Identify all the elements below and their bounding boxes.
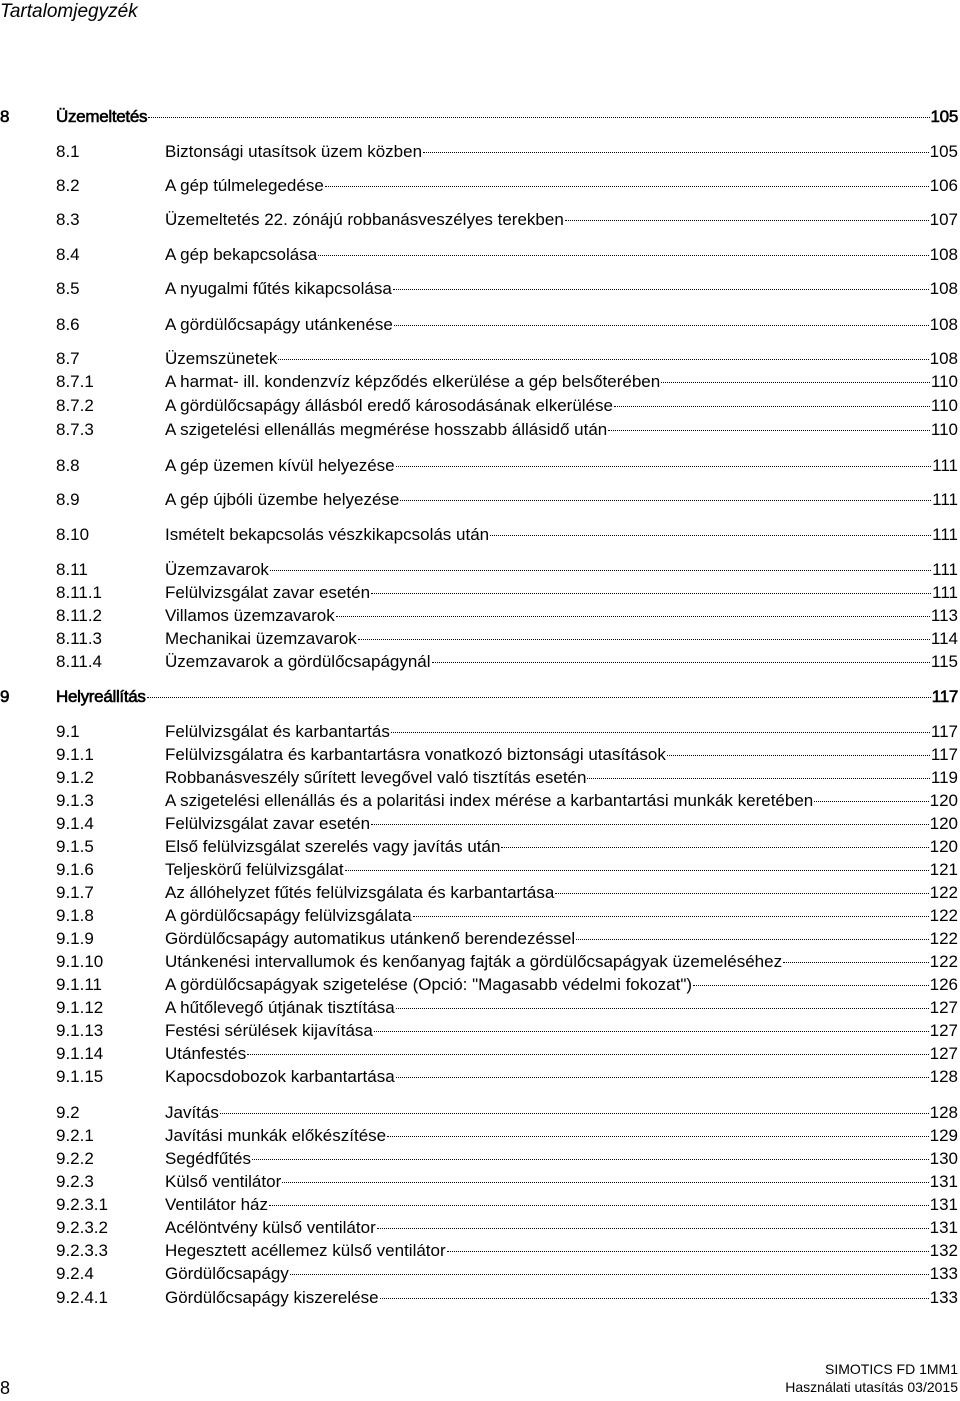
- toc-dot-leader: [396, 1007, 929, 1009]
- toc-dot-leader: [371, 823, 929, 825]
- toc-entry-number: 9.2: [56, 1103, 80, 1122]
- toc-entry-page: 105: [929, 142, 958, 161]
- toc-entry-title: Javítási munkák előkészítése: [165, 1126, 387, 1145]
- toc-entry[interactable]: [0, 1148, 958, 1170]
- toc-dot-leader: [148, 116, 929, 118]
- toc-entry-number: 8.11.4: [56, 652, 103, 671]
- toc-entry-title: Az állóhelyzet fűtés felülvizsgálata és karbantartása: [165, 883, 555, 902]
- toc-entry-body: [165, 559, 958, 581]
- page-header-title: Tartalomjegyzék: [0, 1, 138, 22]
- toc-entry-body: [165, 1148, 958, 1170]
- toc-entry[interactable]: [0, 628, 958, 650]
- toc-dot-leader: [555, 892, 928, 894]
- toc-entry-title: Felülvizsgálat zavar esetén: [165, 814, 371, 833]
- toc-entry-number: 9.2.3.3: [56, 1241, 108, 1260]
- toc-entry-body: [165, 790, 958, 812]
- toc-entry-page: 110: [930, 396, 958, 415]
- toc-entry-title: Acélöntvény külső ventilátor: [165, 1218, 376, 1237]
- toc-entry-title: A szigetelési ellenállás megmérése hosszabb állásidő után: [165, 420, 608, 439]
- toc-dot-leader: [147, 696, 931, 698]
- toc-entry-title: Felülvizsgálatra és karbantartásra vonatkozó biztonsági utasítások: [165, 745, 666, 764]
- toc-entry-number: 9.1.1: [56, 745, 94, 764]
- toc-entry-page: 108: [929, 245, 958, 264]
- toc-entry-title: A gép túlmelegedése: [165, 176, 324, 195]
- toc-entry[interactable]: [0, 974, 958, 996]
- toc-entry[interactable]: [0, 559, 958, 581]
- toc-entry-body: [165, 721, 958, 743]
- toc-entry-page: 120: [929, 837, 958, 856]
- toc-dot-leader: [576, 938, 928, 940]
- toc-dot-leader: [374, 1030, 929, 1032]
- toc-dot-leader: [490, 534, 931, 536]
- toc-entry-page: 132: [929, 1241, 958, 1260]
- toc-entry-number: 9.1.12: [56, 998, 104, 1017]
- toc-entry-title: Biztonsági utasítsok üzem közben: [165, 142, 423, 161]
- toc-entry[interactable]: [0, 455, 958, 477]
- toc-dot-leader: [693, 984, 929, 986]
- toc-entry[interactable]: [0, 744, 958, 766]
- toc-entry-title: Külső ventilátor: [165, 1172, 282, 1191]
- toc-entry-page: 122: [929, 883, 958, 902]
- toc-entry-title: Javítás: [165, 1103, 219, 1122]
- toc-entry-number: 8.11.3: [56, 629, 103, 648]
- toc-entry[interactable]: [0, 524, 958, 546]
- toc-entry-number: 9.2.4: [56, 1264, 94, 1283]
- toc-entry-number: 9.2.4.1: [56, 1288, 108, 1307]
- toc-entry-number: 8.8: [56, 456, 80, 475]
- toc-dot-leader: [220, 1112, 929, 1114]
- toc-entry-body: [165, 1194, 958, 1216]
- toc-entry-page: 131: [929, 1218, 958, 1237]
- toc-dot-leader: [565, 219, 929, 221]
- toc-entry-number: 8.5: [56, 279, 80, 298]
- toc-dot-leader: [587, 777, 929, 779]
- toc-entry-title: Gördülőcsapágy: [165, 1264, 289, 1283]
- toc-dot-leader: [387, 1135, 929, 1137]
- toc-entry[interactable]: [0, 1125, 958, 1147]
- toc-entry-title: Ventilátor ház: [165, 1195, 269, 1214]
- toc-entry-page: 127: [929, 1021, 958, 1040]
- toc-entry-page: 110: [930, 372, 958, 391]
- toc-entry-body: [165, 1263, 958, 1285]
- toc-entry-number: 9.1.13: [56, 1021, 104, 1040]
- toc-entry-title: Helyreállítás: [56, 687, 146, 706]
- toc-entry[interactable]: [0, 997, 958, 1019]
- toc-dot-leader: [282, 1181, 928, 1183]
- toc-entry-body: [165, 371, 958, 393]
- toc-dot-leader: [358, 638, 930, 640]
- toc-dot-leader: [432, 661, 930, 663]
- toc-dot-leader: [380, 1297, 929, 1299]
- toc-entry-title: A gördülőcsapágy állásból eredő károsodásának elkerülése: [165, 396, 613, 415]
- toc-entry-page: 122: [929, 952, 958, 971]
- toc-entry-page: 126: [929, 975, 958, 994]
- toc-entry-title: A gép bekapcsolása: [165, 245, 318, 264]
- toc-entry[interactable]: [0, 175, 958, 197]
- toc-entry-title: A harmat- ill. kondenzvíz képződés elkerülése a gép belsőterében: [165, 372, 661, 391]
- toc-entry-body: [165, 744, 958, 766]
- toc-entry[interactable]: [0, 859, 958, 881]
- toc-entry-page: 122: [929, 906, 958, 925]
- toc-entry-body: [165, 524, 958, 546]
- toc-entry-number: 8.7: [56, 349, 80, 368]
- toc-entry-body: [165, 278, 958, 300]
- toc-entry-page: 113: [930, 606, 958, 625]
- toc-entry[interactable]: [0, 1102, 958, 1124]
- toc-dot-leader: [325, 185, 929, 187]
- toc-entry-page: 111: [932, 490, 958, 509]
- toc-entry-title: A nyugalmi fűtés kikapcsolása: [165, 279, 392, 298]
- toc-entry-number: 8.6: [56, 315, 80, 334]
- toc-entry-page: 108: [929, 279, 958, 298]
- toc-entry[interactable]: [0, 419, 958, 441]
- toc-entry-body: [165, 244, 958, 266]
- toc-entry-number: 9.1.7: [56, 883, 94, 902]
- toc-entry-title: Robbanásveszély sűrített levegővel való tisztítás esetén: [165, 768, 587, 787]
- footer-product-name: SIMOTICS FD 1MM1: [824, 1361, 958, 1377]
- toc-entry-body: [165, 951, 958, 973]
- toc-entry[interactable]: [0, 928, 958, 950]
- toc-entry[interactable]: [0, 882, 958, 904]
- toc-entry-number: 8.9: [56, 490, 80, 509]
- toc-entry-number: 9.1.8: [56, 906, 94, 925]
- toc-dot-leader: [447, 1250, 929, 1252]
- toc-entry-body: [165, 582, 958, 604]
- toc-entry-page: 127: [929, 998, 958, 1017]
- toc-entry-title: Üzemzavarok a gördülőcsapágynál: [165, 652, 431, 671]
- toc-entry-title: A gép üzemen kívül helyezése: [165, 456, 395, 475]
- toc-entry-page: 108: [929, 315, 958, 334]
- toc-entry[interactable]: [0, 244, 958, 266]
- toc-entry-page: 117: [930, 722, 958, 741]
- toc-entry-body: [165, 928, 958, 950]
- toc-entry-title: Felülvizsgálat és karbantartás: [165, 722, 390, 741]
- toc-entry-body: [165, 209, 958, 231]
- toc-entry-page: 131: [929, 1172, 958, 1191]
- toc-entry-title: Festési sérülések kijavítása: [165, 1021, 373, 1040]
- toc-entry[interactable]: [0, 1043, 958, 1065]
- toc-entry-body: [165, 1287, 958, 1309]
- toc-entry-number: 8.2: [56, 176, 80, 195]
- toc-entry-page: 119: [930, 768, 958, 787]
- toc-entry-page: 111: [932, 525, 958, 544]
- toc-entry[interactable]: [0, 605, 958, 627]
- toc-entry-number: 8.4: [56, 245, 80, 264]
- toc-entry-body: [165, 974, 958, 996]
- toc-dot-leader: [400, 499, 931, 501]
- toc-entry[interactable]: [0, 1020, 958, 1042]
- toc-dot-leader: [278, 358, 928, 360]
- toc-entry-body: [165, 905, 958, 927]
- toc-entry[interactable]: [0, 836, 958, 858]
- toc-entry-body: [165, 651, 958, 673]
- toc-entry[interactable]: [0, 209, 958, 231]
- toc-entry-page: 131: [929, 1195, 958, 1214]
- toc-entry-page: 133: [929, 1288, 958, 1307]
- toc-entry[interactable]: [0, 651, 958, 673]
- toc-entry-body: [165, 605, 958, 627]
- toc-entry-body: [165, 767, 958, 789]
- toc-entry[interactable]: [0, 721, 958, 743]
- toc-entry-number: 9.1.4: [56, 814, 94, 833]
- toc-entry-number: 9.1.3: [56, 791, 94, 810]
- toc-dot-leader: [269, 1204, 929, 1206]
- toc-dot-leader: [345, 869, 929, 871]
- toc-entry[interactable]: [0, 951, 958, 973]
- toc-entry-number: 9.2.3.1: [56, 1195, 108, 1214]
- toc-entry[interactable]: [0, 348, 958, 370]
- toc-entry-body: [165, 1066, 958, 1088]
- toc-entry[interactable]: [0, 314, 958, 336]
- toc-entry-number: 9.2.1: [56, 1126, 94, 1145]
- toc-entry-number: 8.7.3: [56, 420, 94, 439]
- toc-entry-number: 9.1.15: [56, 1067, 104, 1086]
- toc-entry-body: [165, 489, 958, 511]
- toc-entry-page: 111: [932, 456, 958, 475]
- toc-dot-leader: [371, 592, 931, 594]
- toc-entry-page: 110: [930, 420, 958, 439]
- toc-entry-page: 121: [929, 860, 958, 879]
- toc-entry-title: Kapocsdobozok karbantartása: [165, 1067, 395, 1086]
- toc-entry-body: [165, 419, 958, 441]
- toc-entry[interactable]: [0, 767, 958, 789]
- toc-entry[interactable]: [0, 582, 958, 604]
- toc-entry-title: A gép újbóli üzembe helyezése: [165, 490, 400, 509]
- toc-entry-page: 115: [930, 652, 958, 671]
- toc-entry-body: [165, 1102, 958, 1124]
- toc-entry-title: Hegesztett acéllemez külső ventilátor: [165, 1241, 446, 1260]
- toc-entry-body: [165, 1240, 958, 1262]
- toc-entry-number: 9: [0, 687, 10, 706]
- toc-entry[interactable]: [0, 1171, 958, 1193]
- toc-entry[interactable]: [0, 489, 958, 511]
- toc-entry-number: 9.1.2: [56, 768, 94, 787]
- toc-entry-title: A hűtőlevegő útjának tisztítása: [165, 998, 395, 1017]
- toc-entry-body: [165, 175, 958, 197]
- toc-entry-page: 114: [930, 629, 958, 648]
- toc-dot-leader: [377, 1227, 929, 1229]
- toc-entry-number: 8.11.1: [56, 583, 103, 602]
- toc-entry-body: [165, 628, 958, 650]
- toc-entry-number: 8.1: [56, 142, 80, 161]
- toc-dot-leader: [247, 1053, 928, 1055]
- toc-dot-leader: [394, 324, 929, 326]
- toc-entry[interactable]: [0, 395, 958, 417]
- toc-entry-page: 105: [930, 107, 958, 126]
- toc-entry-body: [165, 141, 958, 163]
- toc-entry-title: Utánfestés: [165, 1044, 247, 1063]
- toc-entry-number: 8.11.2: [56, 606, 103, 625]
- toc-entry-title: Üzemeltetés 22. zónájú robbanásveszélyes terekben: [165, 210, 564, 229]
- toc-entry-number: 8.7.1: [56, 372, 94, 391]
- toc-entry-page: 122: [929, 929, 958, 948]
- toc-entry-number: 9.2.3: [56, 1172, 94, 1191]
- toc-entry-title: A szigetelési ellenállás és a polaritási index mérése a karbantartási munkák keretében: [165, 791, 814, 810]
- toc-entry-page: 111: [932, 560, 958, 579]
- toc-chapter-entry[interactable]: [0, 686, 958, 708]
- toc-entry-page: 120: [929, 814, 958, 833]
- toc-entry-page: 120: [929, 791, 958, 810]
- toc-dot-leader: [501, 846, 928, 848]
- toc-entry-body: [165, 997, 958, 1019]
- toc-entry-number: 8.11: [56, 560, 88, 579]
- toc-entry[interactable]: [0, 1263, 958, 1285]
- toc-entry-page: 133: [929, 1264, 958, 1283]
- toc-dot-leader: [396, 465, 932, 467]
- toc-dot-leader: [608, 429, 930, 431]
- toc-dot-leader: [413, 915, 929, 917]
- toc-entry-page: 129: [929, 1126, 958, 1145]
- toc-dot-leader: [423, 151, 929, 153]
- footer-product-info: [785, 1360, 958, 1396]
- toc-entry[interactable]: [0, 141, 958, 163]
- toc-entry-title: Gördülőcsapágy automatikus utánkenő berendezéssel: [165, 929, 576, 948]
- toc-entry[interactable]: [0, 278, 958, 300]
- toc-entry-title: Mechanikai üzemzavarok: [165, 629, 357, 648]
- toc-entry-title: Gördülőcsapágy kiszerelése: [165, 1288, 379, 1307]
- toc-entry-number: 9.1.9: [56, 929, 94, 948]
- toc-entry-title: Villamos üzemzavarok: [165, 606, 335, 625]
- toc-entry-number: 8.7.2: [56, 396, 94, 415]
- toc-entry-page: 106: [929, 176, 958, 195]
- toc-entry-body: [165, 859, 958, 881]
- toc-dot-leader: [667, 754, 930, 756]
- toc-entry-body: [165, 882, 958, 904]
- toc-dot-leader: [614, 405, 930, 407]
- toc-entry-title: Üzemeltetés: [56, 107, 148, 126]
- toc-dot-leader: [336, 615, 930, 617]
- toc-entry-number: 8.10: [56, 525, 90, 544]
- toc-dot-leader: [318, 254, 928, 256]
- toc-entry-number: 9.1: [56, 722, 80, 741]
- toc-entry[interactable]: [0, 790, 958, 812]
- toc-entry-body: [165, 1171, 958, 1193]
- toc-dot-leader: [290, 1273, 929, 1275]
- toc-entry[interactable]: [0, 1217, 958, 1239]
- toc-entry-body: [165, 1043, 958, 1065]
- toc-entry-number: 8: [0, 107, 10, 126]
- toc-entry-number: 9.1.5: [56, 837, 94, 856]
- toc-entry-title: A gördülőcsapágyak szigetelése (Opció: "Magasabb védelmi fokozat"): [165, 975, 693, 994]
- toc-entry-title: A gördülőcsapágy felülvizsgálata: [165, 906, 412, 925]
- toc-chapter-entry[interactable]: [0, 106, 958, 128]
- footer-manual-edition: Használati utasítás 03/2015: [785, 1379, 958, 1395]
- toc-entry-body: [165, 348, 958, 370]
- toc-entry-page: 117: [930, 745, 958, 764]
- toc-entry-body: [56, 686, 958, 708]
- toc-entry-body: [165, 813, 958, 835]
- toc-entry-body: [165, 836, 958, 858]
- toc-entry-page: 108: [929, 349, 958, 368]
- toc-dot-leader: [393, 288, 929, 290]
- toc-entry-title: Segédfűtés: [165, 1149, 252, 1168]
- toc-entry[interactable]: [0, 905, 958, 927]
- toc-entry-body: [165, 314, 958, 336]
- toc-entry-body: [165, 1217, 958, 1239]
- toc-entry-number: 9.1.14: [56, 1044, 104, 1063]
- toc-entry-number: 9.2.2: [56, 1149, 94, 1168]
- toc-dot-leader: [814, 800, 928, 802]
- toc-dot-leader: [252, 1158, 929, 1160]
- toc-entry[interactable]: [0, 371, 958, 393]
- toc-entry-page: 107: [929, 210, 958, 229]
- toc-entry-title: A gördülőcsapágy utánkenése: [165, 315, 393, 334]
- toc-entry-number: 9.1.11: [56, 975, 103, 994]
- toc-entry[interactable]: [0, 1240, 958, 1262]
- toc-entry[interactable]: [0, 1287, 958, 1309]
- toc-entry-page: 128: [929, 1067, 958, 1086]
- toc-entry-title: Utánkenési intervallumok és kenőanyag fajták a gördülőcsapágyak üzemeléséhez: [165, 952, 783, 971]
- toc-entry[interactable]: [0, 813, 958, 835]
- toc-dot-leader: [396, 1076, 929, 1078]
- toc-entry-body: [165, 1125, 958, 1147]
- toc-entry-title: Felülvizsgálat zavar esetén: [165, 583, 371, 602]
- toc-entry-body: [165, 1020, 958, 1042]
- footer-page-number: 8: [0, 1378, 11, 1398]
- toc-entry-number: 9.1.6: [56, 860, 94, 879]
- toc-entry-page: 111: [932, 583, 958, 602]
- toc-entry-title: Első felülvizsgálat szerelés vagy javítás után: [165, 837, 501, 856]
- toc-entry[interactable]: [0, 1066, 958, 1088]
- toc-dot-leader: [661, 381, 930, 383]
- toc-entry-body: [165, 455, 958, 477]
- toc-dot-leader: [270, 569, 931, 571]
- toc-entry-body: [165, 395, 958, 417]
- toc-entry-number: 8.3: [56, 210, 80, 229]
- toc-entry-page: 117: [931, 687, 958, 706]
- toc-entry-title: Teljeskörű felülvizsgálat: [165, 860, 344, 879]
- toc-entry-page: 130: [929, 1149, 958, 1168]
- toc-entry-number: 9.1.10: [56, 952, 104, 971]
- toc-entry-body: [56, 106, 958, 128]
- toc-entry-page: 127: [929, 1044, 958, 1063]
- toc-dot-leader: [783, 961, 929, 963]
- toc-entry-page: 128: [929, 1103, 958, 1122]
- toc-entry-title: Üzemszünetek: [165, 349, 278, 368]
- toc-dot-leader: [391, 731, 930, 733]
- toc-entry-number: 9.2.3.2: [56, 1218, 108, 1237]
- toc-entry-title: Üzemzavarok: [165, 560, 269, 579]
- toc-entry-title: Ismételt bekapcsolás vészkikapcsolás után: [165, 525, 490, 544]
- toc-entry[interactable]: [0, 1194, 958, 1216]
